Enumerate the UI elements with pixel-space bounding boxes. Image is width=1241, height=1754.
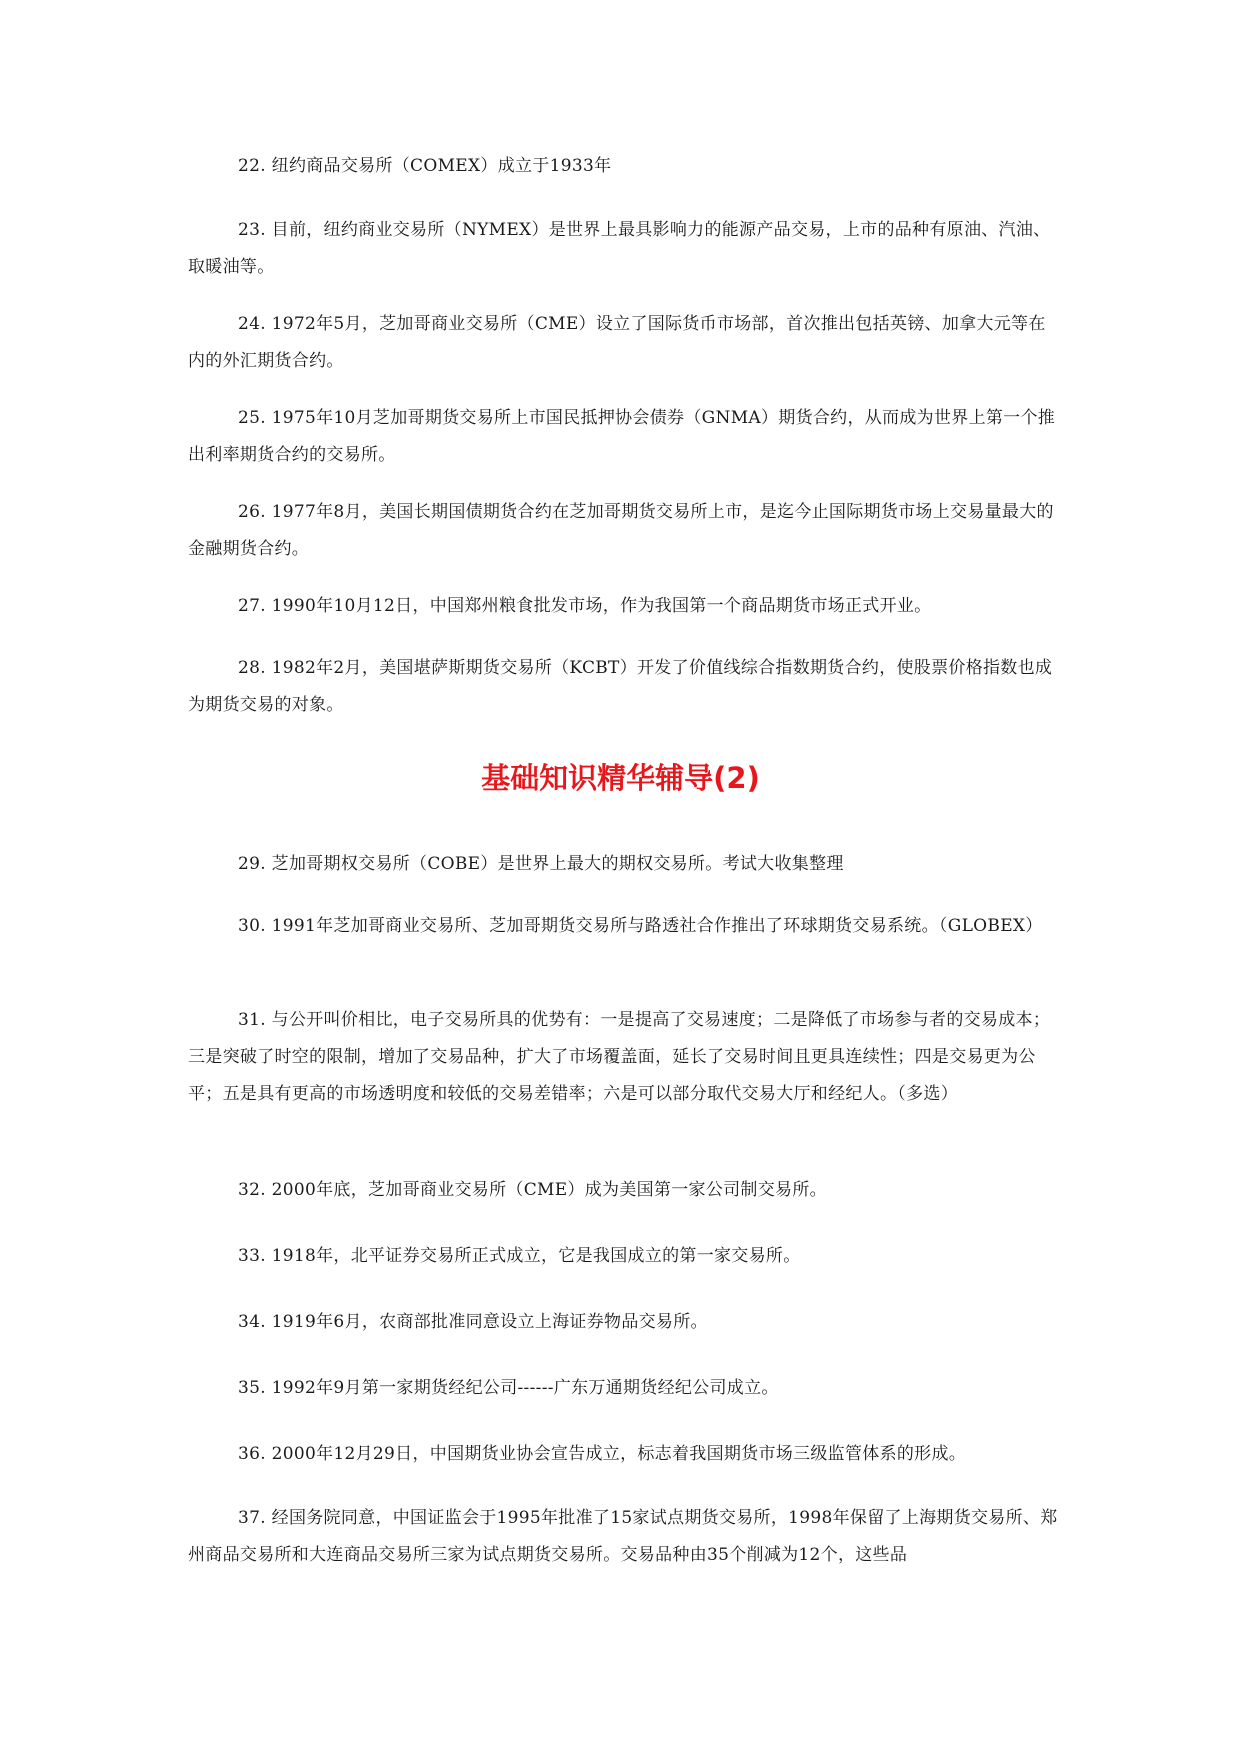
paragraph-24 — [188, 306, 1060, 380]
paragraph-text: 28. 1982年2月，美国堪萨斯期货交易所（KCBT）开发了价值线综合指数期货合约，使股票价格指数也成为期货交易的对象。 — [188, 658, 1053, 715]
paragraph-text: 23. 目前，纽约商业交易所（NYMEX）是世界上最具影响力的能源产品交易，上市的品种有原油、汽油、取暖油等。 — [188, 220, 1051, 277]
paragraph-30 — [188, 908, 1060, 945]
paragraph-25 — [188, 400, 1060, 474]
paragraph-26 — [188, 494, 1060, 568]
paragraph-36 — [188, 1436, 1060, 1473]
paragraph-text: 26. 1977年8月，美国长期国债期货合约在芝加哥期货交易所上市，是迄今止国际期货市场上交易量最大的金融期货合约。 — [188, 502, 1054, 559]
paragraph-text: 22. 纽约商品交易所（COMEX）成立于1933年 — [238, 156, 612, 176]
paragraph-32 — [188, 1172, 1060, 1209]
paragraph-text: 30. 1991年芝加哥商业交易所、芝加哥期货交易所与路透社合作推出了环球期货交易系统。（GLOBEX） — [238, 916, 1043, 936]
paragraph-34 — [188, 1304, 1060, 1341]
paragraph-37 — [188, 1500, 1060, 1574]
paragraph-23 — [188, 212, 1060, 286]
paragraph-text: 31. 与公开叫价相比，电子交易所具的优势有：一是提高了交易速度；二是降低了市场参与者的交易成本；三是突破了时空的限制，增加了交易品种，扩大了市场覆盖面，延长了交易时间且更具连续性；四是交易更为公平；五是具有更高的市场透明度和较低的交易差错率；六是可以部分取代交易大厅和经纪人。（多选） — [188, 1010, 1051, 1104]
paragraph-text: 29. 芝加哥期权交易所（COBE）是世界上最大的期权交易所。考试大收集整理 — [238, 854, 844, 874]
paragraph-text: 36. 2000年12月29日，中国期货业协会宣告成立，标志着我国期货市场三级监管体系的形成。 — [238, 1444, 967, 1464]
paragraph-text: 25. 1975年10月芝加哥期货交易所上市国民抵押协会债券（GNMA）期货合约，从而成为世界上第一个推出利率期货合约的交易所。 — [188, 408, 1056, 465]
paragraph-text: 33. 1918年，北平证券交易所正式成立，它是我国成立的第一家交易所。 — [238, 1246, 801, 1266]
paragraph-31 — [188, 1002, 1060, 1113]
paragraph-text: 27. 1990年10月12日，中国郑州粮食批发市场，作为我国第一个商品期货市场正式开业。 — [238, 596, 932, 616]
paragraph-29 — [188, 846, 1060, 883]
paragraph-22 — [188, 148, 1060, 185]
paragraph-text: 35. 1992年9月第一家期货经纪公司------广东万通期货经纪公司成立。 — [238, 1378, 779, 1398]
paragraph-text: 32. 2000年底，芝加哥商业交易所（CME）成为美国第一家公司制交易所。 — [238, 1180, 827, 1200]
section-heading: 基础知识精华辅导(2) — [481, 761, 760, 795]
paragraph-text: 24. 1972年5月，芝加哥商业交易所（CME）设立了国际货币市场部，首次推出包括英镑、加拿大元等在内的外汇期货合约。 — [188, 314, 1046, 371]
paragraph-text: 34. 1919年6月，农商部批准同意设立上海证券物品交易所。 — [238, 1312, 708, 1332]
paragraph-text: 37. 经国务院同意，中国证监会于1995年批准了15家试点期货交易所，1998年保留了上海期货交易所、郑州商品交易所和大连商品交易所三家为试点期货交易所。交易品种由35个削减为12个，这些品 — [188, 1508, 1058, 1565]
paragraph-35 — [188, 1370, 1060, 1407]
paragraph-27 — [188, 588, 1060, 625]
paragraph-28 — [188, 650, 1060, 724]
paragraph-33 — [188, 1238, 1060, 1275]
